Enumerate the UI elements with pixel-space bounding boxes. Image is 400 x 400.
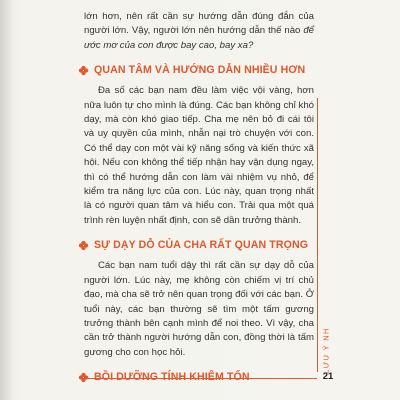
clover-icon [78, 65, 89, 76]
page-number: 21 [322, 371, 334, 382]
footer-rule [84, 378, 317, 379]
section-1-paragraph: Đa số các bạn nam đều làm việc vội vàng, hơn nữa luôn tự cho mình là đúng. Các bạn không chỉ khó dạy, mà còn khó giao tiếp. Cha mẹ nên bỏ đi cái tôi và uy quyền của mình, nhẫn nại trò chuyện với con. Có thể dạy con một vài kỹ năng sống và kiến thức xã hội. Nếu con không thể tiếp nhận hay vận dụng ngay, thì có thể hướng dẫn con làm vài nhiệm vụ nhỏ, để kiểm tra năng lực của con. Lúc này, quan trọng nhất là có người quan tâm và hiểu con. Trải qua một quá trình rèn luyện nhất định, con sẽ dần trưởng thành. [84, 85, 314, 226]
intro-question: để ước mơ của con được bay cao, bay xa? [84, 25, 314, 51]
section-2-paragraph: Các bạn nam tuổi dậy thì rất cần sự dạy dỗ của người lớn. Lúc này, mẹ không còn chiếm vị trí chủ đạo, mà cha sẽ trở nên quan trọng đối với các bạn. Ở tuổi này, các bạn thường sẽ tìm một tấm gương trưởng thành bên cạnh mình để noi theo. Vì vậy, cha cần trở thành người hướng dẫn con, đồng thời là tấm gương cho con học hỏi. [84, 260, 314, 358]
section-heading-1-text: QUAN TÂM VÀ HƯỚNG DẪN NHIỀU HƠN [94, 64, 306, 77]
sidebar-label [318, 326, 334, 374]
intro-paragraph: lớn hơn, nên rất cần sự hướng dẫn đúng đắn của người lớn. Vậy, người lớn nên hướng dẫn thế nào để ước mơ của con được bay cao, bay xa? [84, 11, 314, 51]
sidebar-label-text: LƯU Ý NH [321, 326, 331, 374]
gutter-shadow [0, 0, 14, 400]
section-heading-2-text: SỰ DẠY DỖ CỦA CHA RẤT QUAN TRỌNG [94, 239, 309, 252]
clover-icon [78, 240, 89, 251]
section-heading-2 [78, 239, 314, 251]
page-content [84, 10, 314, 391]
section-heading-1 [78, 64, 314, 76]
